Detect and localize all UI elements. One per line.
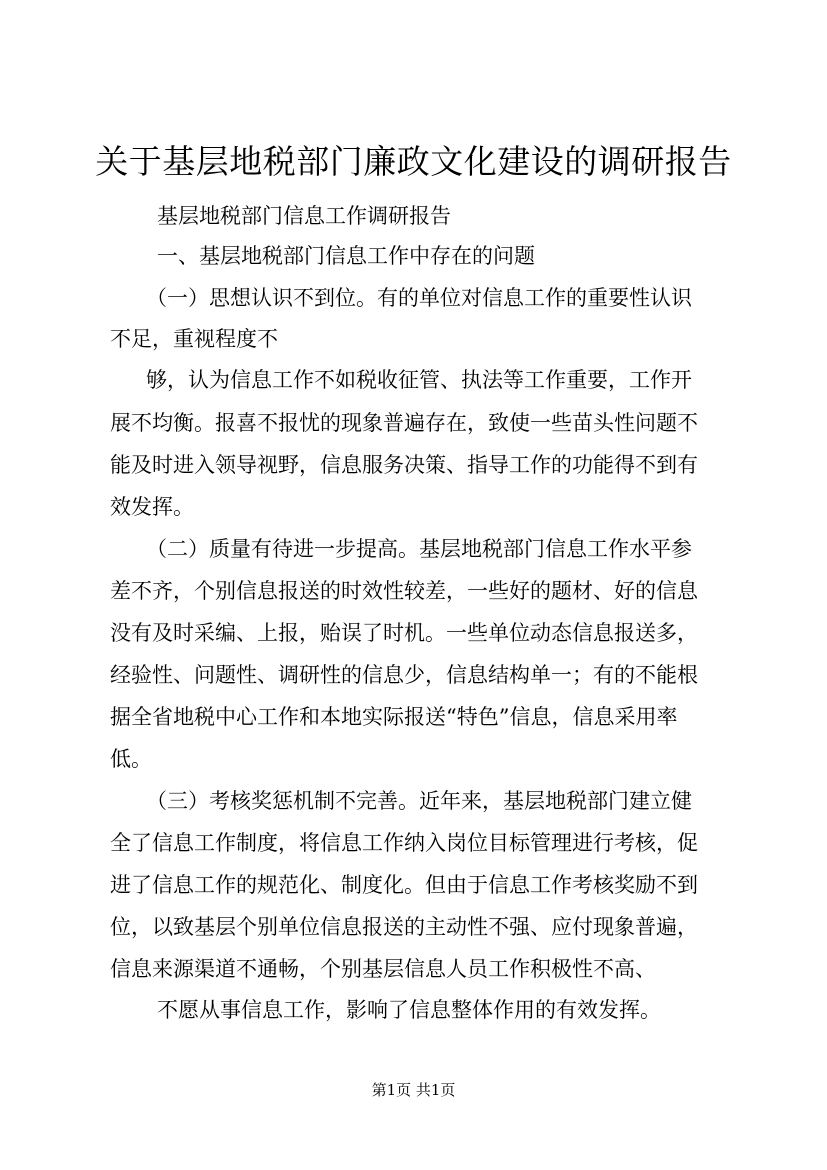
paragraph-line: 效发挥。 [110,495,194,519]
page-footer: 第1页 共1页 [371,1081,456,1099]
paragraph-line: 没有及时采编、上报，贻误了时机。一些单位动态信息报送多， [110,621,698,645]
paragraph-line: 差不齐，个别信息报送的时效性较差，一些好的题材、好的信息 [110,579,698,603]
paragraph-line: （一）思想认识不到位。有的单位对信息工作的重要性认识 [146,286,692,310]
paragraph-line: 不愿从事信息工作，影响了信息整体作用的有效发挥。 [157,998,661,1022]
paragraph-line: 能及时进入领导视野，信息服务决策、指导工作的功能得不到有 [110,453,698,477]
paragraph-line: 展不均衡。报喜不报忧的现象普遍存在，致使一些苗头性问题不 [110,411,698,435]
paragraph-line: 经验性、问题性、调研性的信息少，信息结构单一；有的不能根 [110,663,698,687]
paragraph-line: 够，认为信息工作不如税收征管、执法等工作重要，工作开 [146,368,692,392]
paragraph-line: （三）考核奖惩机制不完善。近年来，基层地税部门建立健 [146,789,692,813]
paragraph-line: 信息来源渠道不通畅，个别基层信息人员工作积极性不高、 [110,957,656,981]
paragraph-line: 位，以致基层个别单位信息报送的主动性不强、应付现象普遍， [110,915,698,939]
paragraph-line: 据全省地税中心工作和本地实际报送“特色”信息，信息采用率 [110,705,678,729]
paragraph-line: 全了信息工作制度，将信息工作纳入岗位目标管理进行考核，促 [110,831,698,855]
paragraph-line: 低。 [110,747,152,771]
paragraph-line: 一、基层地税部门信息工作中存在的问题 [157,244,535,268]
paragraph-line: 不足，重视程度不 [110,327,278,351]
paragraph-line: 进了信息工作的规范化、制度化。但由于信息工作考核奖励不到 [110,873,698,897]
paragraph-line: （二）质量有待进一步提高。基层地税部门信息工作水平参 [146,537,692,561]
document-title: 关于基层地税部门廉政文化建设的调研报告 [95,142,732,181]
paragraph-line: 基层地税部门信息工作调研报告 [157,204,451,228]
